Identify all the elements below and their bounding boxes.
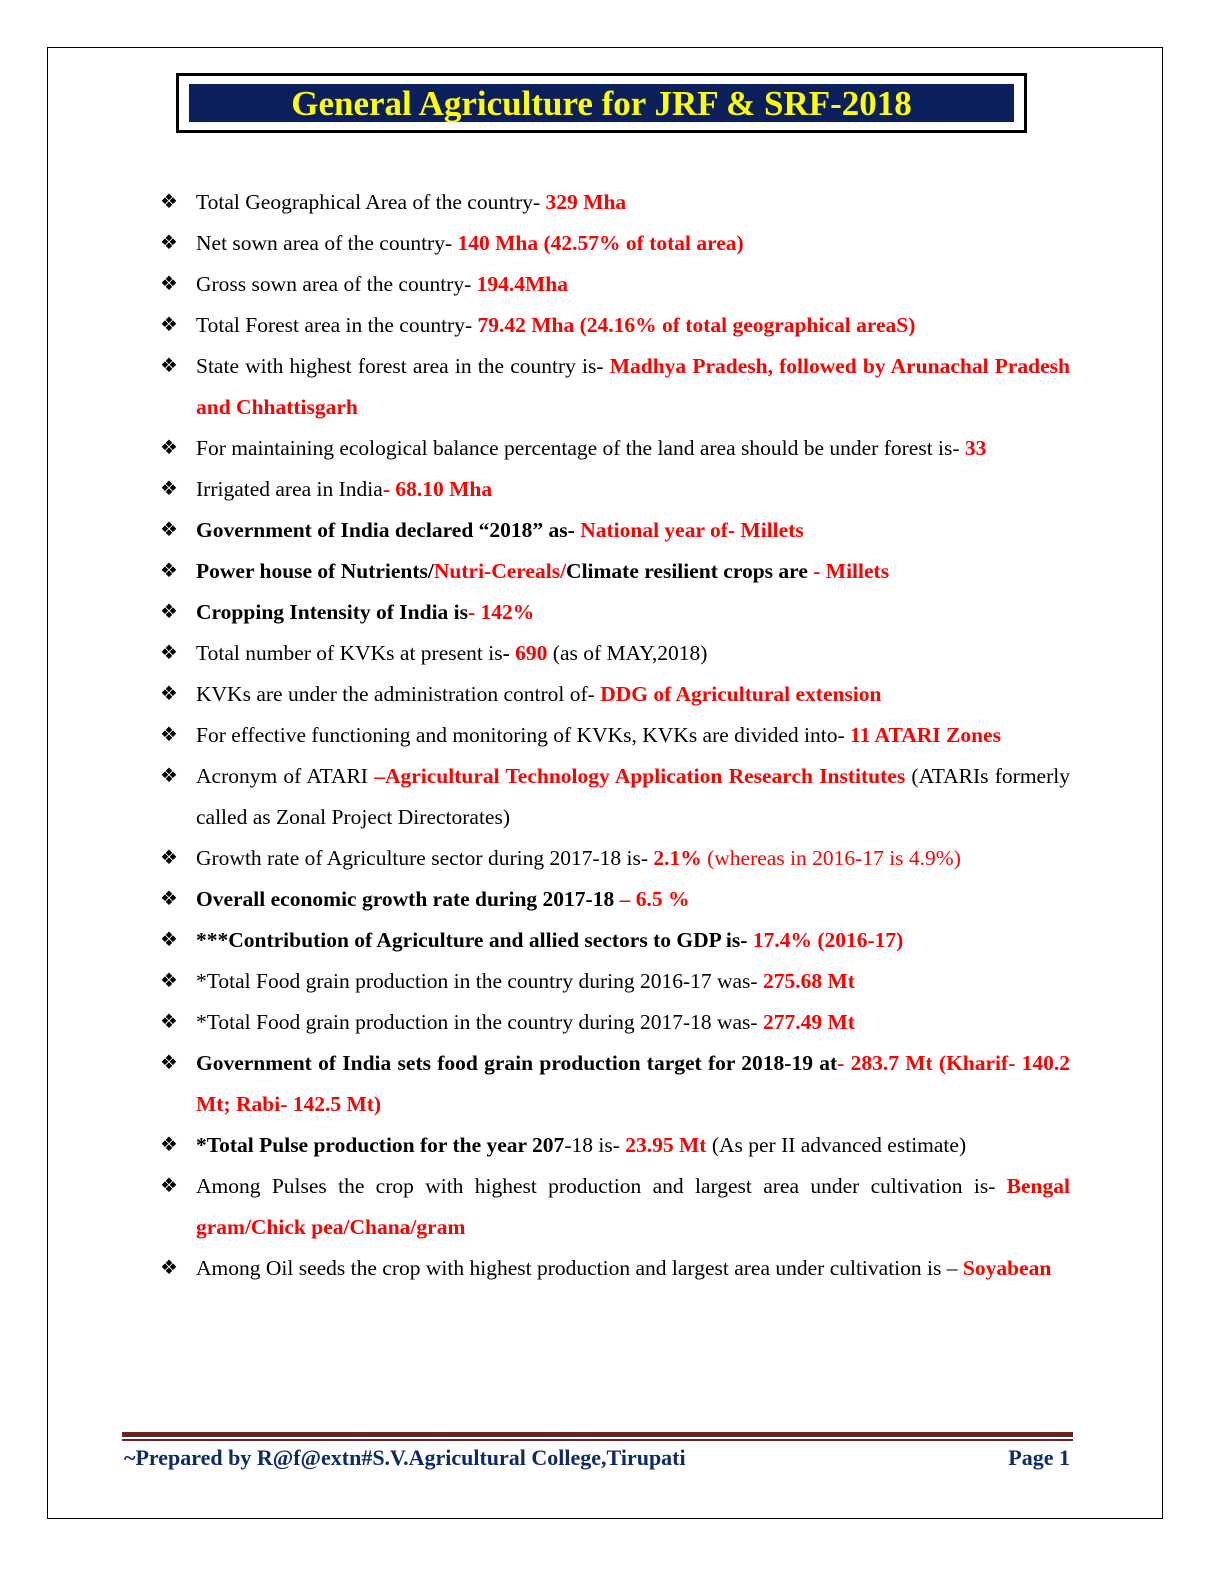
list-item [160, 633, 1070, 674]
item-text: (as of MAY,2018) [547, 641, 708, 665]
highlighted-answer: 17.4% (2016-17) [752, 928, 904, 952]
item-text: State with highest forest area in the country is- [196, 354, 610, 378]
highlighted-answer: 2.1% [653, 846, 702, 870]
list-item [160, 510, 1070, 551]
highlighted-answer: 79.42 Mha (24.16% of total geographical areaS) [477, 313, 916, 337]
highlighted-answer: National year of- Millets [580, 518, 804, 542]
diamond-bullet-icon: ❖ [160, 970, 178, 992]
footer-rule-thick [122, 1432, 1073, 1437]
item-text: Among Pulses the crop with highest production and largest area under cultivation is- [196, 1174, 1007, 1198]
list-item [160, 592, 1070, 633]
list-item [160, 428, 1070, 469]
list-item [160, 715, 1070, 756]
list-item [160, 551, 1070, 592]
highlighted-answer: 329 Mha [545, 190, 627, 214]
highlighted-answer: –Agricultural Technology Application Research Institutes [374, 764, 906, 788]
highlighted-answer: - 142% [468, 600, 535, 624]
list-item [160, 264, 1070, 305]
highlighted-answer: DDG of Agricultural extension [600, 682, 882, 706]
title-banner [176, 73, 1027, 133]
highlighted-answer: - 283.7 Mt (Kharif- 140.2 Mt; Rabi- 142.5 Mt) [196, 1051, 1070, 1116]
diamond-bullet-icon: ❖ [160, 478, 178, 500]
item-text: Gross sown area of the country- [196, 272, 477, 296]
diamond-bullet-icon: ❖ [160, 888, 178, 910]
item-text: -18 is- [564, 1133, 626, 1157]
list-item [160, 1125, 1070, 1166]
list-item [160, 223, 1070, 264]
list-item [160, 1002, 1070, 1043]
page-footer [124, 1443, 1070, 1473]
diamond-bullet-icon: ❖ [160, 601, 178, 623]
item-text: Total Geographical Area of the country- [196, 190, 546, 214]
item-text: *Total Pulse production for the year 207 [196, 1133, 565, 1157]
diamond-bullet-icon: ❖ [160, 929, 178, 951]
highlighted-answer: Nutri-Cereals/ [433, 559, 567, 583]
list-item [160, 1166, 1070, 1248]
diamond-bullet-icon: ❖ [160, 314, 178, 336]
item-text: Irrigated area in India [196, 477, 383, 501]
item-text: Among Oil seeds the crop with highest production and largest area under cultivation is – [196, 1256, 963, 1280]
diamond-bullet-icon: ❖ [160, 1175, 178, 1197]
list-item [160, 879, 1070, 920]
item-text: *Total Food grain production in the country during 2016-17 was- [196, 969, 763, 993]
page-number: Page 1 [1008, 1445, 1070, 1470]
diamond-bullet-icon: ❖ [160, 519, 178, 541]
facts-list [160, 182, 1070, 1289]
list-item [160, 920, 1070, 961]
item-text: Cropping Intensity of India is [196, 600, 469, 624]
list-item [160, 305, 1070, 346]
highlighted-answer: (whereas in 2016-17 is 4.9%) [701, 846, 961, 870]
item-text: Total Forest area in the country- [196, 313, 478, 337]
diamond-bullet-icon: ❖ [160, 765, 178, 787]
highlighted-answer: Madhya Pradesh, followed by Arunachal Pradesh and Chhattisgarh [196, 354, 1070, 419]
item-text: (ATARIs formerly called as Zonal Project Directorates) [196, 764, 1070, 829]
page-title: General Agriculture for JRF & SRF-2018 [291, 83, 912, 123]
highlighted-answer: Soyabean [962, 1256, 1052, 1280]
diamond-bullet-icon: ❖ [160, 560, 178, 582]
diamond-bullet-icon: ❖ [160, 724, 178, 746]
list-item [160, 838, 1070, 879]
item-text: For maintaining ecological balance percentage of the land area should be under forest is- [196, 436, 965, 460]
highlighted-answer: - Millets [813, 559, 890, 583]
diamond-bullet-icon: ❖ [160, 191, 178, 213]
diamond-bullet-icon: ❖ [160, 1052, 178, 1074]
list-item [160, 182, 1070, 223]
title-background [189, 84, 1014, 122]
diamond-bullet-icon: ❖ [160, 847, 178, 869]
diamond-bullet-icon: ❖ [160, 642, 178, 664]
item-text: Acronym of ATARI [196, 764, 375, 788]
item-text: *Total Food grain production in the country during 2017-18 was- [196, 1010, 763, 1034]
item-text: Power house of Nutrients/ [196, 559, 434, 583]
highlighted-answer: – 6.5 % [619, 887, 690, 911]
list-item [160, 1043, 1070, 1125]
diamond-bullet-icon: ❖ [160, 1257, 178, 1279]
highlighted-answer: 23.95 Mt [625, 1133, 707, 1157]
highlighted-answer: Bengal gram/Chick pea/Chana/gram [196, 1174, 1070, 1239]
highlighted-answer: 140 Mha (42.57% of total area) [457, 231, 744, 255]
item-text: Net sown area of the country- [196, 231, 458, 255]
highlighted-answer: 690 [515, 641, 548, 665]
list-item [160, 756, 1070, 838]
list-item [160, 469, 1070, 510]
highlighted-answer: - 68.10 Mha [382, 477, 493, 501]
item-text: Growth rate of Agriculture sector during 2017-18 is- [196, 846, 654, 870]
item-text: KVKs are under the administration control of- [196, 682, 601, 706]
item-text: Government of India declared “2018” as- [196, 518, 581, 542]
item-text: For effective functioning and monitoring of KVKs, KVKs are divided into- [196, 723, 851, 747]
item-text: Overall economic growth rate during 2017-18 [196, 887, 620, 911]
highlighted-answer: 277.49 Mt [762, 1010, 855, 1034]
highlighted-answer: 275.68 Mt [762, 969, 855, 993]
footer-prepared-by: ~Prepared by R@f@extn#S.V.Agricultural College,Tirupati [124, 1445, 686, 1470]
footer-rule-thin [122, 1439, 1073, 1441]
item-text: Total number of KVKs at present is [196, 641, 503, 665]
list-item [160, 1248, 1070, 1289]
item-text: - [502, 641, 516, 665]
diamond-bullet-icon: ❖ [160, 232, 178, 254]
list-item [160, 674, 1070, 715]
diamond-bullet-icon: ❖ [160, 1134, 178, 1156]
highlighted-answer: 11 ATARI Zones [850, 723, 1001, 747]
diamond-bullet-icon: ❖ [160, 437, 178, 459]
item-text: ***Contribution of Agriculture and allied sectors to GDP is- [196, 928, 753, 952]
diamond-bullet-icon: ❖ [160, 683, 178, 705]
diamond-bullet-icon: ❖ [160, 355, 178, 377]
item-text: (As per II advanced estimate) [706, 1133, 967, 1157]
highlighted-answer: 194.4Mha [476, 272, 568, 296]
diamond-bullet-icon: ❖ [160, 1011, 178, 1033]
item-text: Climate resilient crops are [566, 559, 814, 583]
highlighted-answer: 33 [964, 436, 987, 460]
item-text: Government of India sets food grain production target for 2018-19 at [196, 1051, 838, 1075]
diamond-bullet-icon: ❖ [160, 273, 178, 295]
list-item [160, 961, 1070, 1002]
list-item [160, 346, 1070, 428]
